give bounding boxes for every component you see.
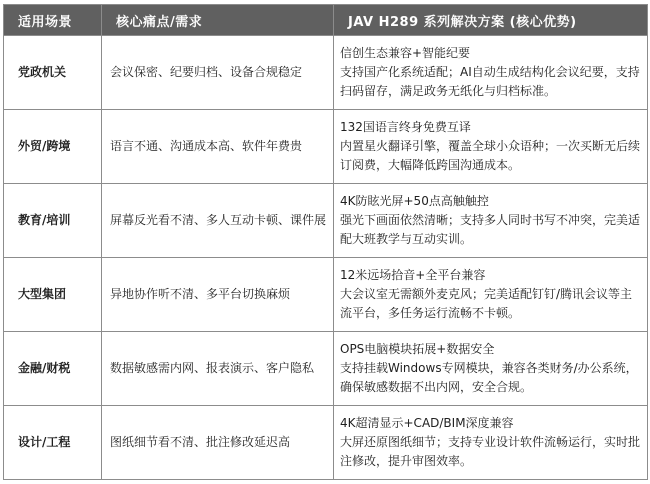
scene-cell: 大型集团 [4, 258, 102, 332]
solution-title: 4K超清显示+CAD/BIM深度兼容 [340, 416, 514, 430]
table-row [4, 332, 648, 406]
solution-text: 大屏还原图纸细节；支持专业设计软件流畅运行，实时批注修改，提升审图效率。 [340, 435, 641, 468]
solution-cell [334, 110, 648, 184]
pain-cell: 屏幕反光看不清、多人互动卡顿、课件展 [102, 184, 334, 258]
scene-cell: 设计/工程 [4, 406, 102, 480]
table-row [4, 36, 648, 110]
scene-cell: 教育/培训 [4, 184, 102, 258]
solution-text: 支持挂载Windows专网模块，兼容各类财务/办公系统，确保敏感数据不出内网，安全合规。 [340, 361, 638, 394]
header-solution: JAV H289 系列解决方案 (核心优势) [334, 5, 648, 36]
header-row [4, 5, 648, 36]
solution-cell [334, 406, 648, 480]
header-scene: 适用场景 [4, 5, 102, 36]
pain-cell: 会议保密、纪要归档、设备合规稳定 [102, 36, 334, 110]
solution-text: 支持国产化系统适配；AI自动生成结构化会议纪要，支持扫码留存，满足政务无纸化与归档标准。 [340, 65, 640, 98]
pain-cell: 图纸细节看不清、批注修改延迟高 [102, 406, 334, 480]
solution-text: 内置星火翻译引擎，覆盖全球小众语种；一次买断无后续订阅费，大幅降低跨国沟通成本。 [340, 139, 641, 172]
table-row [4, 184, 648, 258]
solution-text: 大会议室无需额外麦克风；完美适配钉钉/腾讯会议等主流平台，多任务运行流畅不卡顿。 [340, 287, 633, 320]
solution-title: 132国语言终身免费互译 [340, 120, 471, 134]
solution-text: 强光下画面依然清晰；支持多人同时书写不冲突，完美适配大班教学与互动实训。 [340, 213, 641, 246]
solution-title: OPS电脑模块拓展+数据安全 [340, 342, 495, 356]
pain-cell: 语言不通、沟通成本高、软件年费贵 [102, 110, 334, 184]
table-row [4, 406, 648, 480]
scene-cell: 外贸/跨境 [4, 110, 102, 184]
table-row [4, 110, 648, 184]
solution-title: 4K防眩光屏+50点高触触控 [340, 194, 489, 208]
solution-cell [334, 36, 648, 110]
scene-cell: 金融/财税 [4, 332, 102, 406]
solution-table [3, 4, 648, 480]
scene-cell: 党政机关 [4, 36, 102, 110]
pain-cell: 异地协作听不清、多平台切换麻烦 [102, 258, 334, 332]
solution-title: 信创生态兼容+智能纪要 [340, 46, 471, 60]
table-row [4, 258, 648, 332]
header-pain: 核心痛点/需求 [102, 5, 334, 36]
solution-title: 12米远场拾音+全平台兼容 [340, 268, 486, 282]
solution-cell [334, 184, 648, 258]
pain-cell: 数据敏感需内网、报表演示、客户隐私 [102, 332, 334, 406]
solution-cell [334, 258, 648, 332]
solution-cell [334, 332, 648, 406]
